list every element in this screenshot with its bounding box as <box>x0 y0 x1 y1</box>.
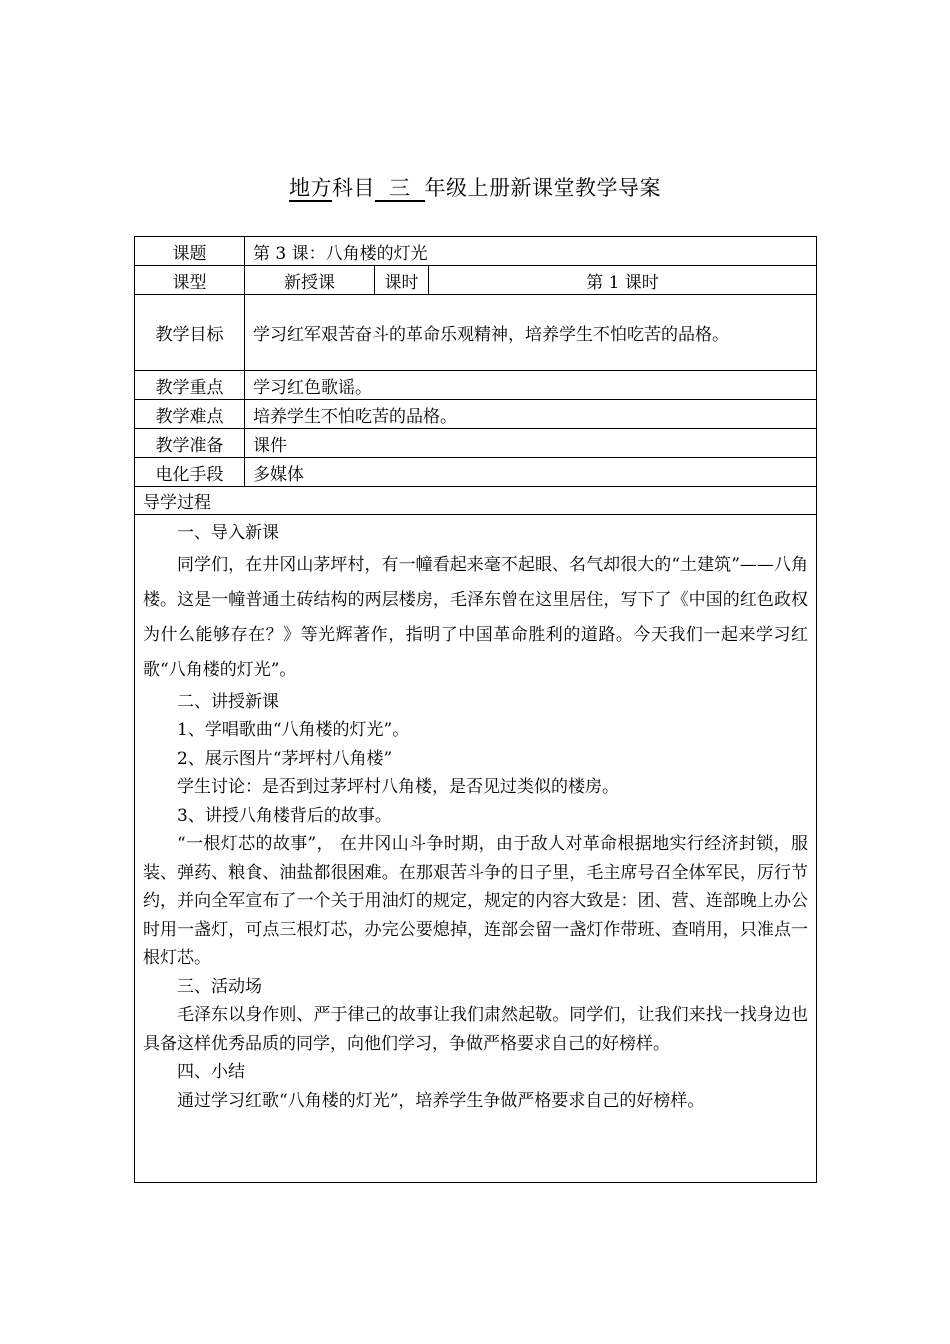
process-label: 导学过程 <box>135 487 817 515</box>
preparation-label: 教学准备 <box>135 429 245 458</box>
paragraph: 毛泽东以身作则、严于律己的故事让我们肃然起敬。同学们，让我们来找一找身边也具备这样优秀品质的同学，向他们学习，争做严格要求自己的好榜样。 <box>143 1005 808 1054</box>
title-subject: 科目 <box>332 176 375 200</box>
section-heading: 一、导入新课 <box>177 523 279 543</box>
media-value: 多媒体 <box>245 458 817 487</box>
list-item: 1、学唱歌曲“八角楼的灯光”。 <box>177 720 410 740</box>
goal-value: 学习红军艰苦奋斗的革命乐观精神，培养学生不怕吃苦的品格。 <box>245 295 817 371</box>
focus-label: 教学重点 <box>135 371 245 400</box>
row-preparation <box>135 429 817 458</box>
media-label: 电化手段 <box>135 458 245 487</box>
focus-value: 学习红色歌谣。 <box>245 371 817 400</box>
row-topic <box>135 237 817 266</box>
row-focus <box>135 371 817 400</box>
hours-label: 课时 <box>375 266 429 295</box>
list-item: 2、展示图片“茅坪村八角楼” <box>177 748 393 769</box>
topic-label: 课题 <box>135 237 245 266</box>
row-media <box>135 458 817 487</box>
title-prefix: 地方 <box>289 176 332 200</box>
title-rest: 年级上册新课堂教学导案 <box>424 176 661 200</box>
hours-value: 第 1 课时 <box>429 266 817 295</box>
section-heading: 四、小结 <box>177 1062 245 1082</box>
section-heading: 三、活动场 <box>177 976 262 997</box>
list-item: 3、讲授八角楼背后的故事。 <box>177 805 392 826</box>
title-grade: 三 <box>375 176 425 202</box>
row-process-header <box>135 487 817 515</box>
section-heading: 二、讲授新课 <box>177 691 279 712</box>
lesson-plan-table <box>134 236 817 1183</box>
paragraph: 通过学习红歌“八角楼的灯光”，培养学生争做严格要求自己的好榜样。 <box>177 1090 705 1111</box>
paragraph: 学生讨论：是否到过茅坪村八角楼，是否见过类似的楼房。 <box>177 777 619 797</box>
row-process-body <box>135 515 817 1183</box>
row-difficulty <box>135 400 817 429</box>
topic-value: 第 3 课：八角楼的灯光 <box>245 237 817 266</box>
type-value: 新授课 <box>245 266 375 295</box>
paragraph: “一根灯芯的故事”， 在井冈山斗争时期，由于敌人对革命根据地实行经济封锁，服装、弹药、粮食、油盐都很困难。在那艰苦斗争的日子里，毛主席号召全体军民，厉行节约，并向全军宣布了一个关于用油灯的规定，规定的内容大致是：团、营、连部晚上办公时用一盏灯，可点三根灯芯，办完公要熄掉，连部会留一盏灯作带班、查哨用，只准点一根灯芯。 <box>143 834 808 968</box>
row-goal <box>135 295 817 371</box>
process-content <box>135 515 817 1183</box>
type-label: 课型 <box>135 266 245 295</box>
paragraph: 同学们，在井冈山茅坪村，有一幢看起来毫不起眼、名气却很大的“土建筑”——八角楼。这是一幢普通土砖结构的两层楼房，毛泽东曾在这里居住，写下了《中国的红色政权为什么能够存在？》等光辉著作，指明了中国革命胜利的道路。今天我们一起来学习红歌“八角楼的灯光”。 <box>143 554 808 680</box>
preparation-value: 课件 <box>245 429 817 458</box>
difficulty-value: 培养学生不怕吃苦的品格。 <box>245 400 817 429</box>
goal-label: 教学目标 <box>135 295 245 371</box>
row-type <box>135 266 817 295</box>
page-title <box>0 172 950 202</box>
difficulty-label: 教学难点 <box>135 400 245 429</box>
